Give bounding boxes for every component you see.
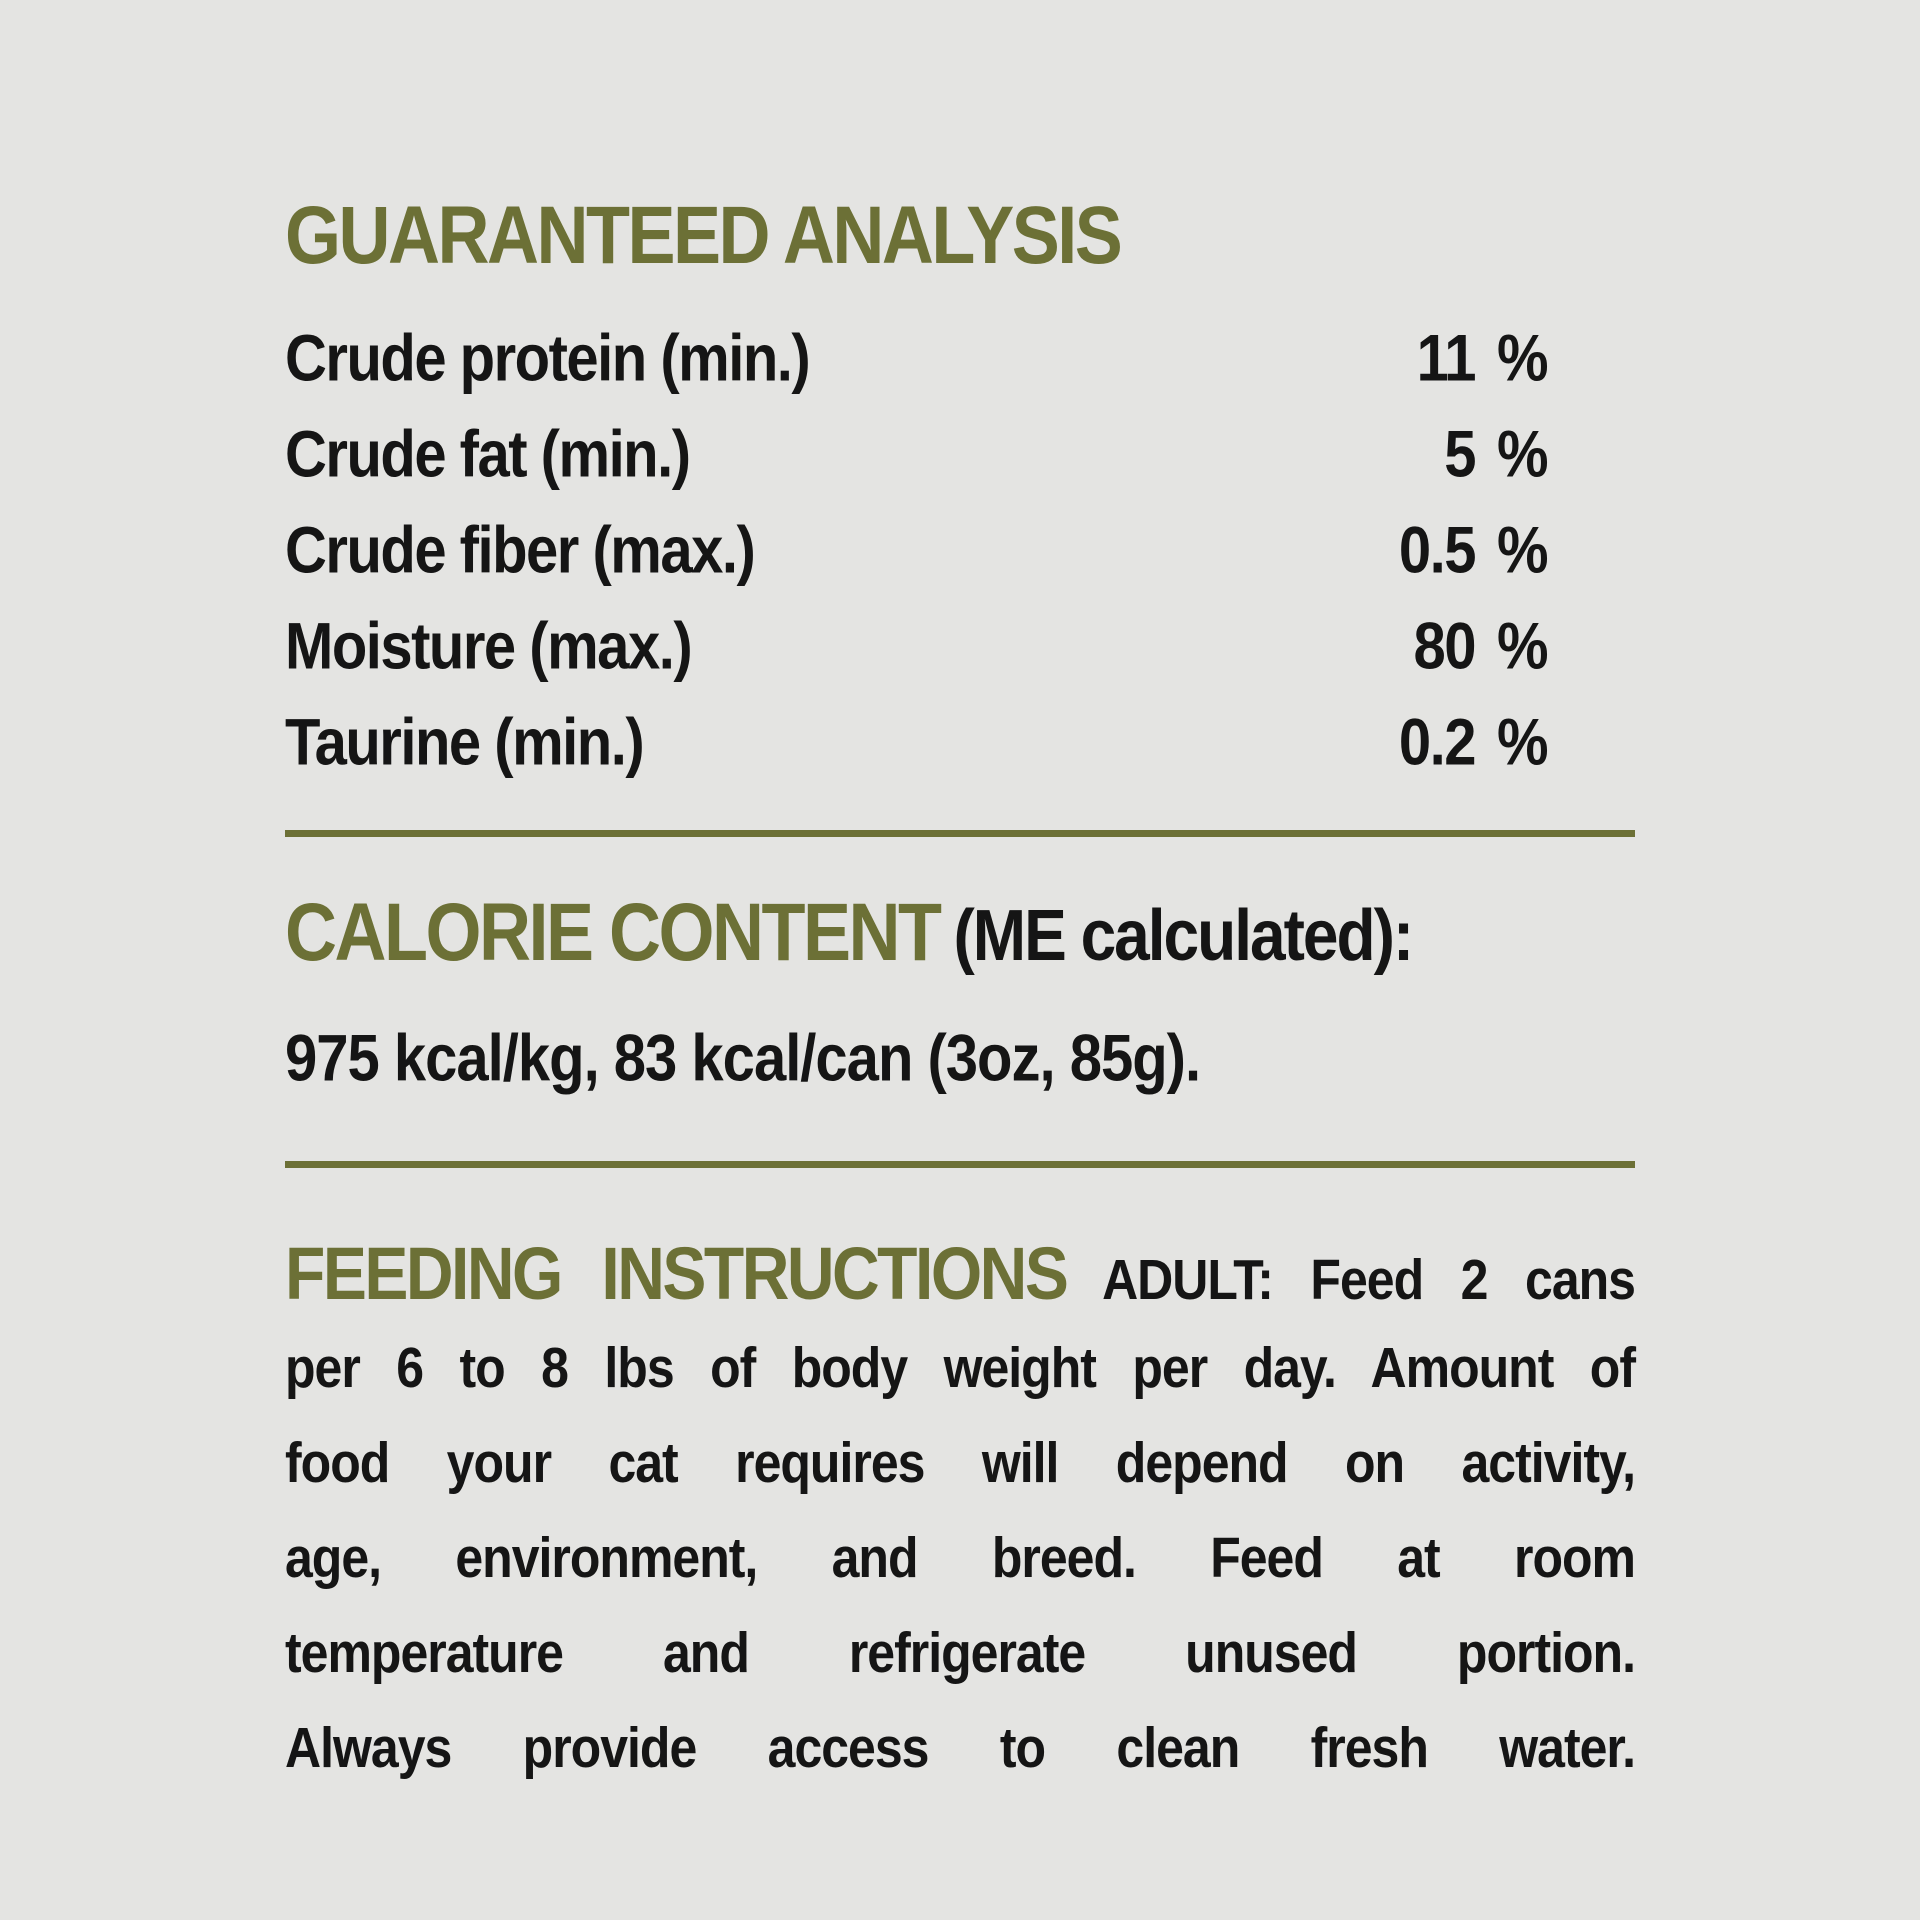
analysis-row-crude-fiber xyxy=(285,496,1635,604)
feeding-line-4: age, environment, and breed. Feed at room xyxy=(285,1526,1635,1590)
row-value: 80 xyxy=(1413,609,1475,683)
calorie-content-value: 975 kcal/kg, 83 kcal/can (3oz, 85g). xyxy=(285,1021,1201,1096)
row-label: Crude fat (min.) xyxy=(285,417,690,491)
analysis-row-crude-fat xyxy=(285,400,1635,508)
row-unit: % xyxy=(1497,705,1548,779)
row-value: 0.2 xyxy=(1398,705,1475,779)
row-unit: % xyxy=(1497,513,1548,587)
feeding-instructions-heading: FEEDING INSTRUCTIONS xyxy=(285,1231,1067,1315)
feeding-line-3: food your cat requires will depend on activity, xyxy=(285,1431,1635,1495)
calorie-content-heading-line xyxy=(285,887,1635,997)
analysis-row-crude-protein xyxy=(285,304,1635,412)
analysis-row-moisture xyxy=(285,592,1635,700)
calorie-content-heading: CALORIE CONTENT xyxy=(285,887,940,978)
guaranteed-analysis-table xyxy=(285,310,1635,790)
row-unit: % xyxy=(1497,609,1548,683)
label-content xyxy=(285,190,1635,1796)
feeding-line-1-rest: ADULT: Feed 2 cans xyxy=(1102,1248,1635,1312)
row-label: Crude protein (min.) xyxy=(285,321,810,395)
feeding-line-1 xyxy=(285,1220,1635,1327)
row-label: Taurine (min.) xyxy=(285,705,644,779)
row-value: 11 xyxy=(1416,321,1475,395)
section-divider xyxy=(285,830,1635,837)
feeding-line-5: temperature and refrigerate unused portion. xyxy=(285,1621,1635,1685)
section-divider xyxy=(285,1161,1635,1168)
row-unit: % xyxy=(1497,417,1548,491)
calorie-content-heading-suffix: (ME calculated): xyxy=(953,894,1413,976)
guaranteed-analysis-heading: GUARANTEED ANALYSIS xyxy=(285,190,1121,282)
row-label: Moisture (max.) xyxy=(285,609,692,683)
row-value: 0.5 xyxy=(1398,513,1475,587)
feeding-instructions xyxy=(285,1226,1635,1796)
row-value: 5 xyxy=(1444,417,1475,491)
analysis-row-taurine xyxy=(285,688,1635,796)
feeding-line-6: Always provide access to clean fresh water. xyxy=(285,1716,1635,1780)
row-unit: % xyxy=(1497,321,1548,395)
feeding-line-2: per 6 to 8 lbs of body weight per day. Amount of xyxy=(285,1336,1635,1400)
row-label: Crude fiber (max.) xyxy=(285,513,755,587)
